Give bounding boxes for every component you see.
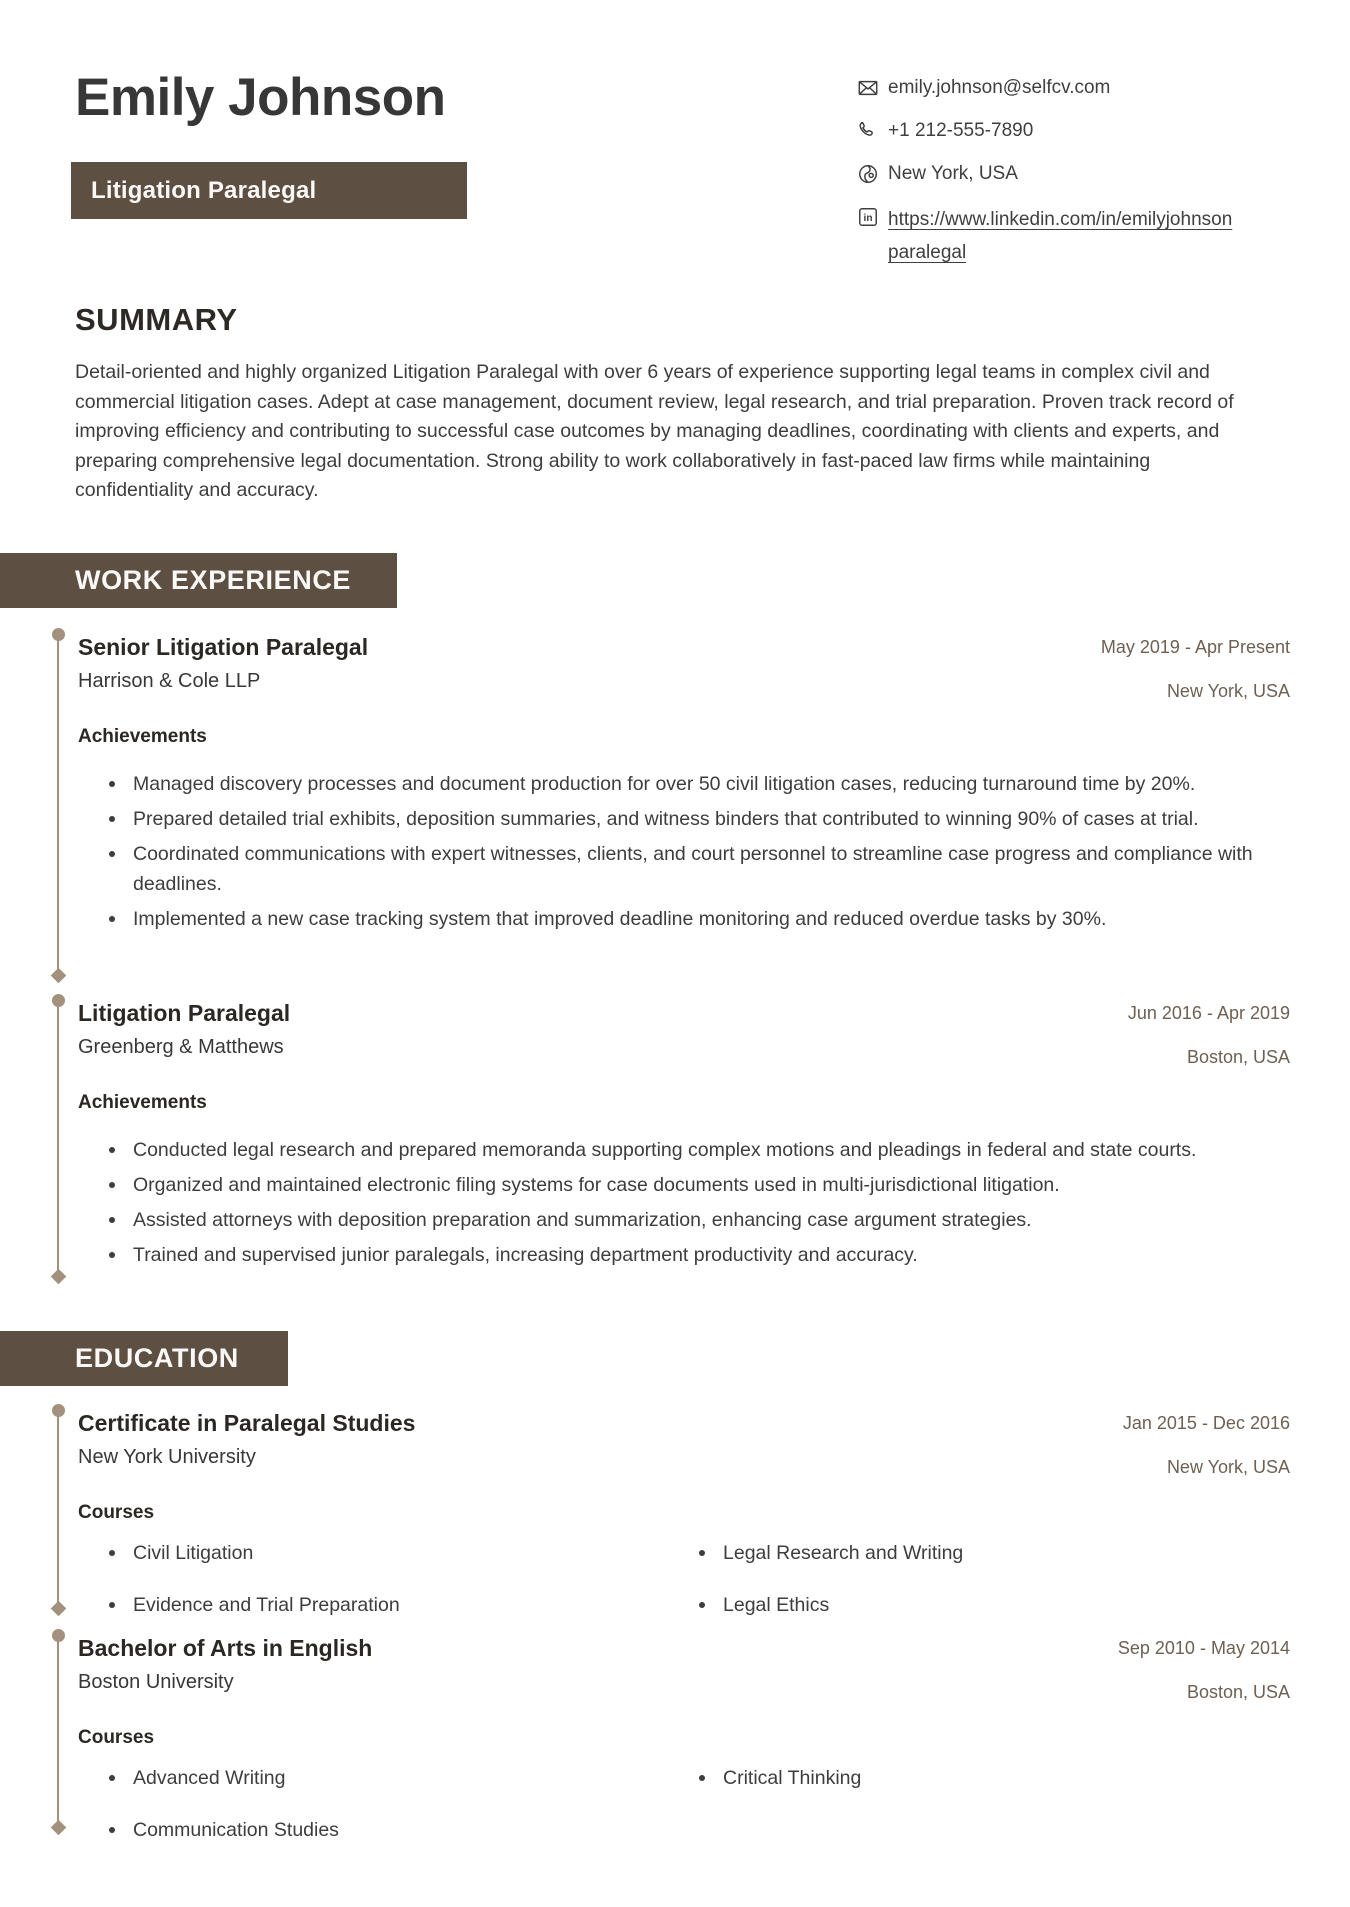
summary-section [75,302,1255,506]
timeline-line [57,1410,59,1606]
job-company: Greenberg & Matthews [78,1036,284,1058]
course-item: Legal Ethics [668,1590,1290,1620]
achievement-item: Assisted attorneys with deposition preparation and summarization, enhancing case argument strategies. [78,1205,1290,1235]
course-item: Evidence and Trial Preparation [78,1590,668,1620]
achievements-list [78,1135,1290,1270]
job-title-text: Litigation Paralegal [91,176,317,204]
contact-email-row [857,74,1272,102]
course-item: Advanced Writing [78,1763,668,1793]
achievement-item: Conducted legal research and prepared memoranda supporting complex motions and pleadings in federal and state courts. [78,1135,1290,1165]
education-banner [0,1331,288,1386]
summary-text: Detail-oriented and highly organized Litigation Paralegal with over 6 years of experience supporting legal teams in complex civil and commercial litigation cases. Adept at case management, document review, legal research, and trial preparation. Proven track record of improving efficiency and contributing to successful case outcomes by managing deadlines, coordinating with clients and experts, and preparing comprehensive legal documentation. Strong ability to work collaboratively in fast-paced law firms while maintaining confidentiality and accuracy. [75,361,1234,501]
job-dates: Jun 2016 - Apr 2019 [1127,1003,1290,1023]
achievement-item: Managed discovery processes and document production for over 50 civil litigation cases, reducing turnaround time by 20%. [78,769,1290,799]
timeline-dot [52,994,65,1007]
timeline-line [57,1635,59,1825]
achievement-item: Prepared detailed trial exhibits, deposition summaries, and witness binders that contributed to winning 90% of cases at trial. [78,804,1290,834]
contact-phone-row [857,117,1272,145]
education-entry-paralegal-studies [58,1406,1290,1616]
timeline-line [57,634,59,973]
achievements-list [78,769,1290,934]
job-title-banner [71,162,467,219]
contact-linkedin-row [857,203,1272,269]
contact-location-row [857,160,1272,188]
person-name: Emily Johnson [75,68,446,127]
achievement-item: Coordinated communications with expert witnesses, clients, and court personnel to streamline case progress and compliance with deadlines. [78,839,1290,899]
job-location: New York, USA [1166,681,1290,701]
education-heading: EDUCATION [75,1343,239,1373]
work-entry-senior-litigation-paralegal [58,630,1290,977]
course-item: Civil Litigation [78,1538,668,1568]
achievements-label: Achievements [78,726,207,747]
work-entry-litigation-paralegal [58,996,1290,1278]
education-entry-bachelor-arts-english [58,1631,1290,1841]
courses-label: Courses [78,1502,155,1523]
linkedin-url-line1: https://www.linkedin.com/in/emilyjohnson [888,209,1233,230]
courses-list [78,1763,1290,1845]
timeline-diamond [50,1820,66,1836]
timeline-line [57,1000,59,1274]
courses-list [78,1538,1290,1620]
timeline-diamond [50,1601,66,1617]
linkedin-link[interactable] [888,203,1232,269]
education-dates: Sep 2010 - May 2014 [1117,1638,1290,1658]
course-item: Legal Research and Writing [668,1538,1290,1568]
job-location: Boston, USA [1186,1047,1290,1067]
course-item: Communication Studies [78,1815,668,1845]
school-name: New York University [78,1446,256,1468]
achievement-item: Implemented a new case tracking system that improved deadline monitoring and reduced overdue tasks by 30%. [78,904,1290,934]
summary-heading: SUMMARY [75,302,238,337]
linkedin-icon [857,206,879,228]
phone-text: +1 212-555-7890 [888,120,1034,141]
phone-icon [857,120,879,142]
job-title: Litigation Paralegal [78,1000,291,1026]
courses-label: Courses [78,1727,155,1748]
course-item: Critical Thinking [668,1763,1290,1793]
timeline-diamond [50,968,66,984]
job-dates: May 2019 - Apr Present [1100,637,1290,657]
work-experience-banner [0,553,397,608]
education-location: Boston, USA [1186,1682,1290,1702]
timeline-diamond [50,1269,66,1285]
job-company: Harrison & Cole LLP [78,670,261,692]
achievements-label: Achievements [78,1092,207,1113]
timeline-dot [52,628,65,641]
school-name: Boston University [78,1671,234,1693]
email-text: emily.johnson@selfcv.com [888,77,1111,98]
globe-icon [857,163,879,185]
degree-title: Certificate in Paralegal Studies [78,1410,416,1436]
education-location: New York, USA [1166,1457,1290,1477]
timeline-dot [52,1404,65,1417]
linkedin-url-line2: paralegal [888,242,967,263]
achievement-item: Organized and maintained electronic filing systems for case documents used in multi-jurisdictional litigation. [78,1170,1290,1200]
job-title: Senior Litigation Paralegal [78,634,369,660]
work-experience-heading: WORK EXPERIENCE [75,565,352,595]
education-dates: Jan 2015 - Dec 2016 [1122,1413,1290,1433]
degree-title: Bachelor of Arts in English [78,1635,373,1661]
svg-text:in: in [863,213,873,225]
contact-block [857,74,1272,284]
location-text: New York, USA [888,163,1018,184]
achievement-item: Trained and supervised junior paralegals, increasing department productivity and accuracy. [78,1240,1290,1270]
timeline-dot [52,1629,65,1642]
envelope-icon [857,77,879,99]
